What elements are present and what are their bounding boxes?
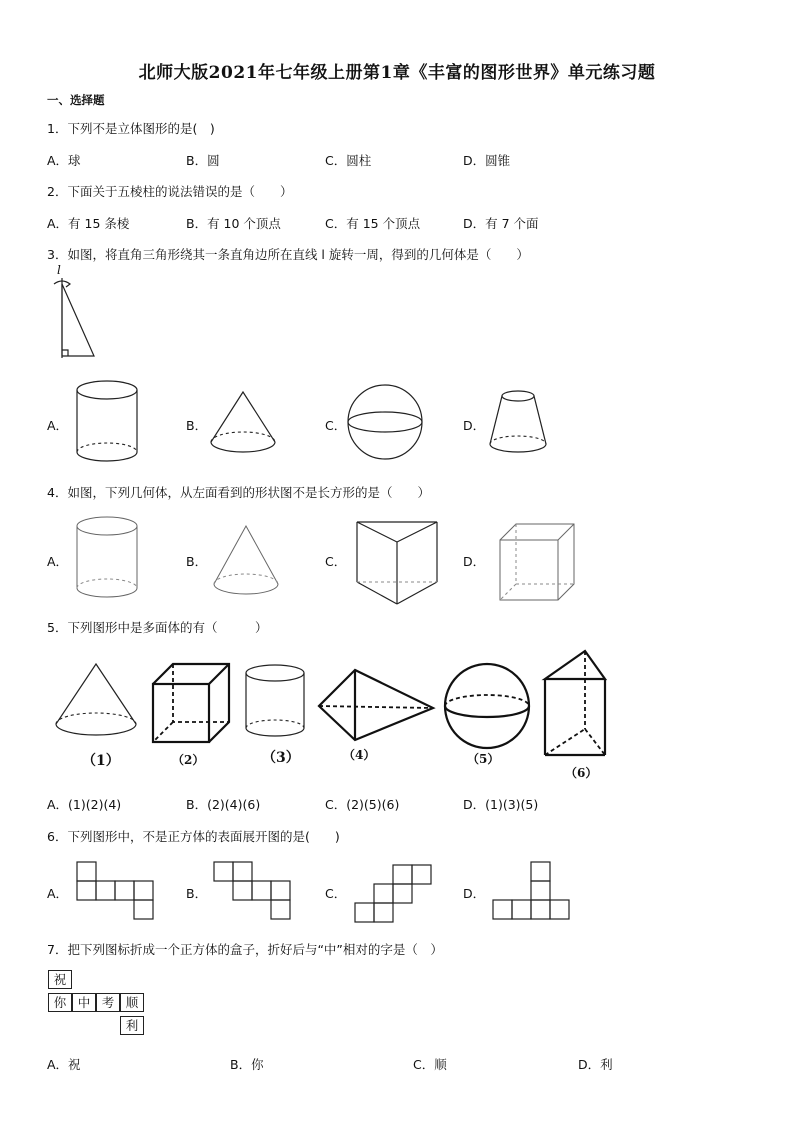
section-heading: 一、选择题 xyxy=(47,93,105,107)
question-2-option-b: B．有 10 个顶点 xyxy=(186,216,281,231)
question-6-option-b: B． xyxy=(186,886,208,901)
question-1-option-a: A．球 xyxy=(47,153,81,168)
page-title: 北师大版2021年七年级上册第1章《丰富的图形世界》单元练习题 xyxy=(138,63,656,83)
triangular-prism-icon xyxy=(355,520,439,606)
figure-caption-4: （4） xyxy=(343,748,376,762)
question-2-option-c: C．有 15 个顶点 xyxy=(325,216,421,231)
question-3-stem: 3．如图，将直角三角形绕其一条直角边所在直线 l 旋转一周，得到的几何体是（ ） xyxy=(47,247,529,262)
cylinder-icon xyxy=(244,664,308,742)
question-1-option-c: C．圆柱 xyxy=(325,153,372,168)
question-3-option-c: C． xyxy=(325,418,347,433)
cone-icon xyxy=(210,390,278,460)
frustum-icon xyxy=(488,390,550,456)
cube-net-c xyxy=(354,864,434,924)
question-1-stem: 1．下列不是立体图形的是( ) xyxy=(47,121,215,136)
question-7-option-b: B．你 xyxy=(230,1057,264,1072)
question-5-option-b: B．(2)(4)(6) xyxy=(186,797,261,812)
question-2-option-a: A．有 15 条棱 xyxy=(47,216,130,231)
question-2-option-d: D．有 7 个面 xyxy=(463,216,539,231)
bipyramid-icon xyxy=(317,668,437,744)
question-4-option-a: A． xyxy=(47,554,69,569)
figure-caption-1: （1） xyxy=(82,753,120,769)
sphere-icon xyxy=(347,384,425,462)
cube-icon xyxy=(151,662,231,746)
question-7-option-a: A．祝 xyxy=(47,1057,81,1072)
axis-label-l: l xyxy=(57,263,61,277)
cube-icon xyxy=(498,522,576,604)
question-6-option-c: C． xyxy=(325,886,347,901)
sphere-icon xyxy=(443,662,533,752)
cube-net-d xyxy=(492,861,572,921)
net-cell-kao: 考 xyxy=(96,993,120,1012)
figure-caption-6: （6） xyxy=(565,766,598,780)
question-4-option-d: D． xyxy=(463,554,486,569)
net-cell-ni: 你 xyxy=(48,993,72,1012)
question-7-option-d: D．利 xyxy=(578,1057,613,1072)
question-5-option-c: C．(2)(5)(6) xyxy=(325,797,400,812)
question-1-option-b: B．圆 xyxy=(186,153,220,168)
cone-icon xyxy=(212,524,284,598)
cone-icon xyxy=(54,662,140,744)
figure-caption-5: （5） xyxy=(467,752,500,766)
question-2-stem: 2．下面关于五棱柱的说法错误的是（ ） xyxy=(47,184,293,199)
question-7-option-c: C．顺 xyxy=(413,1057,447,1072)
question-6-option-a: A． xyxy=(47,886,69,901)
question-4-stem: 4．如图，下列几何体，从左面看到的形状图不是长方形的是（ ） xyxy=(47,485,430,500)
question-4-option-c: C． xyxy=(325,554,347,569)
right-triangle-figure xyxy=(44,276,104,362)
cube-net-a xyxy=(76,861,156,921)
figure-caption-3: （3） xyxy=(262,750,300,766)
question-1-option-d: D．圆锥 xyxy=(463,153,511,168)
question-7-stem: 7．把下列图标折成一个正方体的盒子，折好后与“中”相对的字是（ ） xyxy=(47,942,443,957)
question-5-stem: 5．下列图形中是多面体的有（ ） xyxy=(47,620,268,635)
triangular-prism-icon xyxy=(541,649,611,757)
question-4-option-b: B． xyxy=(186,554,208,569)
question-3-option-b: B． xyxy=(186,418,208,433)
cylinder-icon xyxy=(76,516,140,602)
question-5-option-a: A．(1)(2)(4) xyxy=(47,797,122,812)
net-cell-shun: 顺 xyxy=(120,993,144,1012)
question-6-option-d: D． xyxy=(463,886,486,901)
question-3-option-d: D． xyxy=(463,418,486,433)
net-cell-zhu: 祝 xyxy=(48,970,72,989)
cylinder-icon xyxy=(76,380,140,466)
net-cell-zhong: 中 xyxy=(72,993,96,1012)
cube-net-b xyxy=(213,861,293,921)
question-5-option-d: D．(1)(3)(5) xyxy=(463,797,539,812)
question-6-stem: 6．下列图形中，不是正方体的表面展开图的是( ) xyxy=(47,829,340,844)
net-cell-li: 利 xyxy=(120,1016,144,1035)
question-3-option-a: A． xyxy=(47,418,69,433)
figure-caption-2: （2） xyxy=(172,753,205,767)
